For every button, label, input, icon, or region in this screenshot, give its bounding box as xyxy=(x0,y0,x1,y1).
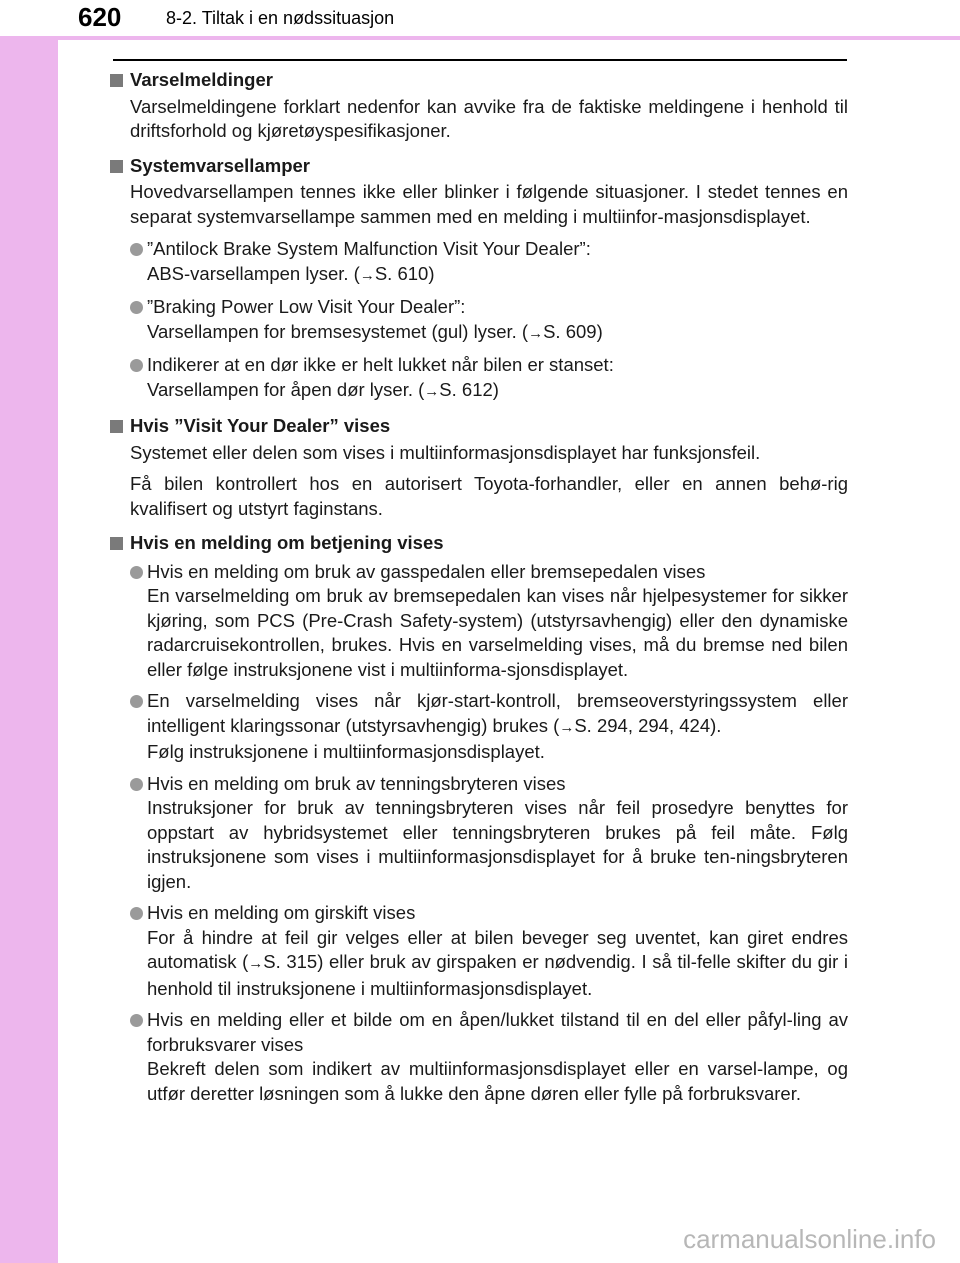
list-item: En varselmelding vises når kjør-start-kontroll, bremseoverstyringssystem eller intelligent klaringssonar (utstyrsavhengig) brukes (→S. 294, 294, 424). Følg instruksjonene i multiinformasjonsdisplayet. xyxy=(110,689,848,765)
paragraph: Hovedvarsellampen tennes ikke eller blinker i følgende situasjoner. I stedet tennes en separat systemvarsellampe sammen med en melding i multiinfor-masjonsdisplayet. xyxy=(130,181,848,227)
section-varselmeldinger xyxy=(110,68,848,144)
list-item: ”Braking Power Low Visit Your Dealer”: Varsellampen for bremsesystemet (gul) lyser. (→S. 609) xyxy=(110,295,848,346)
page-reference[interactable]: S. 315) xyxy=(263,951,324,972)
round-bullet-icon xyxy=(130,1014,143,1027)
paragraph: Varselmeldingene forklart nedenfor kan avvike fra de faktiske meldingene i henhold til driftsforhold og kjøretøyspesifikasjoner. xyxy=(130,95,848,141)
page-header xyxy=(0,0,960,36)
list-item: Hvis en melding om girskift vises For å hindre at feil gir velges eller at bilen beveger seg uventet, kan giret endres automatisk (→S. 315) eller bruk av girspaken er nødvendig. I så til-felle skifter du gir i henhold til instruksjonene i multiinformasjonsdisplayet. xyxy=(110,901,848,1001)
square-bullet-icon xyxy=(110,160,123,173)
section-heading: Varselmeldinger xyxy=(110,68,848,93)
page-number: 620 xyxy=(78,2,122,32)
section-betjening xyxy=(110,531,848,1106)
page-content xyxy=(110,68,848,1116)
round-bullet-icon xyxy=(130,695,143,708)
page-reference[interactable]: S. 609) xyxy=(543,320,603,342)
side-color-band xyxy=(0,0,58,1263)
round-bullet-icon xyxy=(130,778,143,791)
section-heading: Hvis en melding om betjening vises xyxy=(110,531,848,556)
square-bullet-icon xyxy=(110,537,123,550)
paragraph: Få bilen kontrollert hos en autorisert Toyota-forhandler, eller en annen behø-rig kvalifisert og utstyrt faginstans. xyxy=(130,473,848,519)
watermark: carmanualsonline.info xyxy=(683,1224,936,1254)
arrow-icon: → xyxy=(559,718,575,736)
round-bullet-icon xyxy=(130,907,143,920)
page-reference[interactable]: S. 610) xyxy=(374,262,435,284)
list-item: Hvis en melding eller et bilde om en åpen/lukket tilstand til en del eller påfyl-ling av forbruksvarer vises Bekreft delen som indikert av multiinformasjonsdisplayet eller en varsel-lampe, og utfør deretter løsningen som å lukke den åpne døren eller fylle på forbruksvarer. xyxy=(110,1008,848,1106)
list-item: ”Antilock Brake System Malfunction Visit Your Dealer”: ABS-varsellampen lyser. (→S. 610) xyxy=(110,237,848,288)
square-bullet-icon xyxy=(110,420,123,433)
list-item: Hvis en melding om bruk av tenningsbryteren vises Instruksjoner for bruk av tenningsbryteren vises når feil prosedyre benyttes for oppstart av hybridsystemet eller tenningsbryteren brukes på feil måte. Følg instruksjonene som vises i multiinformasjonsdisplayet for å bruke ten-ningsbryteren igjen. xyxy=(110,772,848,895)
page-reference[interactable]: S. 294, 294, 424). xyxy=(574,714,722,736)
list-item: Hvis en melding om bruk av gasspedalen eller bremsepedalen vises En varselmelding om bruk av bremsepedalen kan vises når hjelpesystemer for sikker kjøring, som PCS (Pre-Crash Safety-system) (utstyrsavhengig) eller den dynamiske radarcruisekontrollen, brukes. Hvis en varselmelding vises, må du bremse ned bilen eller følge instruksjonene vist i multiinforma-sjonsdisplayet. xyxy=(110,560,848,683)
section-title: 8-2. Tiltak i en nødssituasjon xyxy=(166,8,395,28)
paragraph: Systemet eller delen som vises i multiinformasjonsdisplayet har funksjonsfeil. xyxy=(130,441,761,463)
round-bullet-icon xyxy=(130,301,143,314)
square-bullet-icon xyxy=(110,74,123,87)
round-bullet-icon xyxy=(130,566,143,579)
section-visit-your-dealer xyxy=(110,414,848,521)
list-item: Indikerer at en dør ikke er helt lukket når bilen er stanset: Varsellampen for åpen dør lyser. (→S. 612) xyxy=(110,353,848,404)
round-bullet-icon xyxy=(130,243,143,256)
arrow-icon: → xyxy=(359,266,375,284)
section-systemvarsellamper xyxy=(110,154,848,405)
arrow-icon: → xyxy=(424,382,440,400)
round-bullet-icon xyxy=(130,359,143,372)
page-reference[interactable]: S. 612) xyxy=(439,378,499,400)
section-heading: Systemvarsellamper xyxy=(110,154,848,179)
section-heading: Hvis ”Visit Your Dealer” vises xyxy=(110,414,848,439)
arrow-icon: → xyxy=(248,955,264,972)
arrow-icon: → xyxy=(528,324,544,342)
top-rule xyxy=(113,59,847,61)
